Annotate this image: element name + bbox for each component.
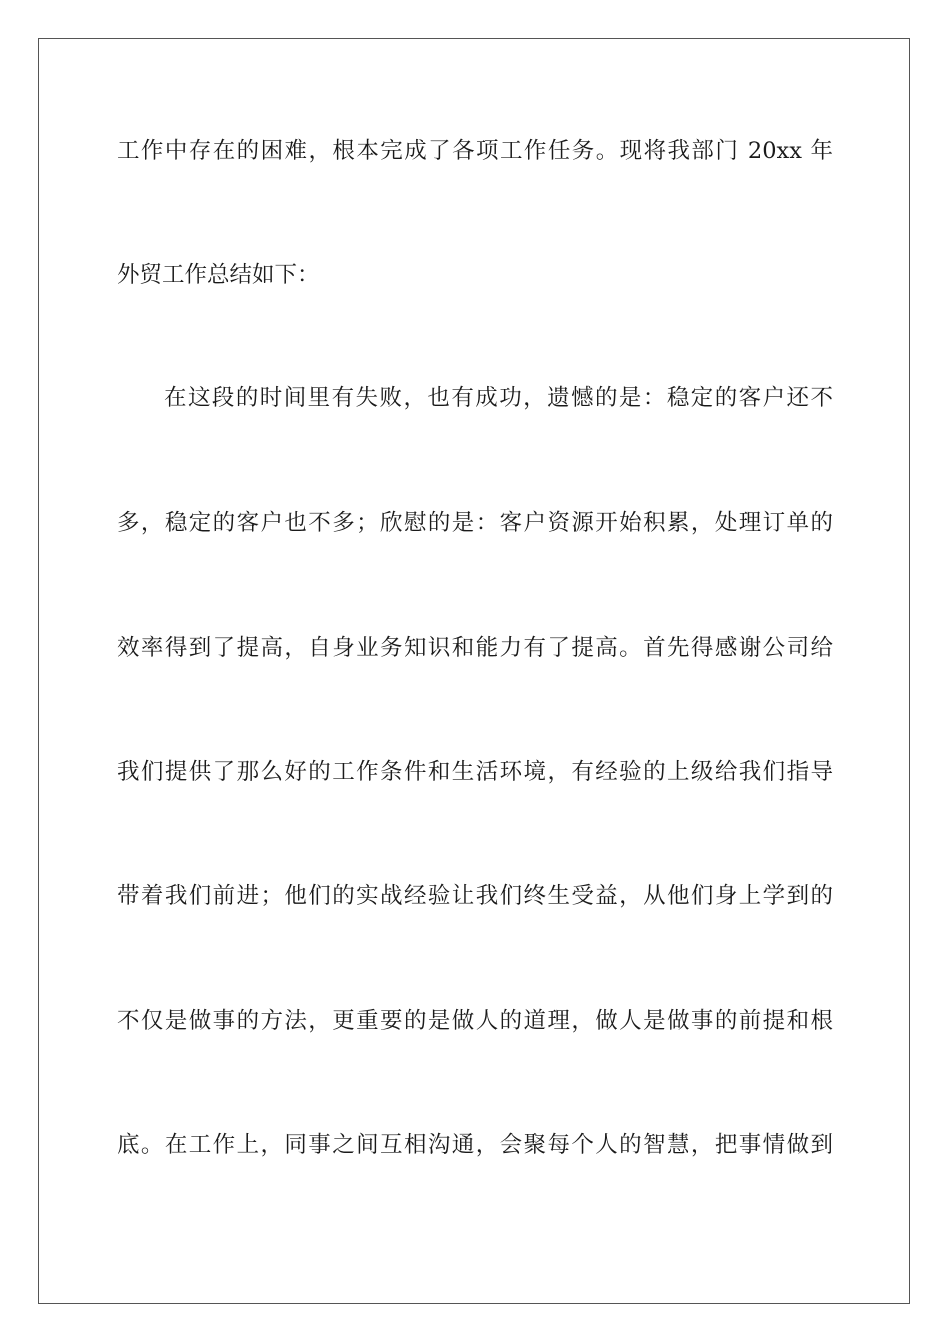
page-border <box>38 38 910 1304</box>
text-line: 效率得到了提高，自身业务知识和能力有了提高。首先得感谢公司给 <box>117 635 833 661</box>
text-line: 不仅是做事的方法，更重要的是做人的道理，做人是做事的前提和根 <box>117 1008 833 1034</box>
text-line: 带着我们前进；他们的实战经验让我们终生受益，从他们身上学到的 <box>117 883 833 909</box>
text-line: 在这段的时间里有失败，也有成功，遗憾的是：稳定的客户还不 <box>164 385 833 411</box>
text-line: 底。在工作上，同事之间互相沟通，会聚每个人的智慧，把事情做到 <box>117 1132 833 1158</box>
text-line: 多，稳定的客户也不多；欣慰的是：客户资源开始积累，处理订单的 <box>117 510 833 536</box>
text-line: 外贸工作总结如下： <box>117 262 320 288</box>
text-line: 我们提供了那么好的工作条件和生活环境，有经验的上级给我们指导 <box>117 759 833 785</box>
text-line: 工作中存在的困难，根本完成了各项工作任务。现将我部门 20xx 年 <box>117 138 833 164</box>
